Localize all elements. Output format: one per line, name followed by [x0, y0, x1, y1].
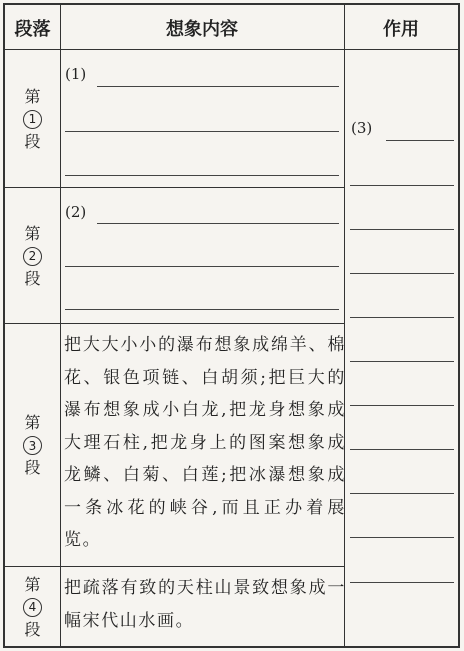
segment-prefix: 第 [24, 223, 41, 243]
row-divider [5, 323, 344, 324]
answer-line[interactable] [65, 131, 339, 132]
worksheet-table [3, 3, 460, 648]
segment-suffix: 段 [24, 619, 41, 639]
column-divider [60, 5, 61, 646]
answer-line[interactable] [65, 266, 339, 267]
circled-number-3: 3 [23, 436, 42, 455]
imagined-content-text-3: 把大大小小的瀑布想象成绵羊、棉花、银色项链、白胡须;把巨大的瀑布想象成小白龙,把龙身想象成大理石柱,把龙身上的图案想象成龙鳞、白菊、白莲;把冰瀑想象成一条冰花的峡谷,而且正办着展览。 [64, 335, 346, 550]
blank-number-1: (1) [65, 65, 87, 83]
segment-label-1 [5, 51, 60, 187]
segment-suffix: 段 [24, 131, 41, 151]
segment-suffix: 段 [24, 458, 41, 477]
blank-number-2: (2) [65, 203, 87, 221]
circled-number-1: 1 [23, 110, 42, 129]
segment-prefix: 第 [24, 86, 41, 106]
answer-line[interactable] [350, 537, 454, 538]
segment-suffix: 段 [24, 268, 41, 288]
answer-line[interactable] [350, 229, 454, 230]
answer-line[interactable] [350, 317, 454, 318]
answer-line[interactable] [350, 185, 454, 186]
imagined-content-text-4: 把疏落有致的天柱山景致想象成一幅宋代山水画。 [64, 578, 346, 631]
answer-line[interactable] [350, 361, 454, 362]
row-divider [5, 566, 344, 567]
segment-prefix: 第 [24, 574, 41, 594]
segment-label-3 [5, 325, 60, 566]
answer-line[interactable] [97, 86, 339, 87]
answer-line[interactable] [350, 493, 454, 494]
segment-prefix: 第 [24, 413, 41, 432]
answer-line[interactable] [350, 273, 454, 274]
header-effect: 作用 [383, 18, 419, 40]
answer-line[interactable] [350, 405, 454, 406]
header-imagined-content: 想象内容 [166, 18, 238, 40]
answer-line[interactable] [65, 309, 339, 310]
segment-label-4 [5, 568, 60, 646]
header-paragraph: 段落 [14, 18, 51, 40]
circled-number-4: 4 [23, 598, 42, 617]
segment-label-2 [5, 189, 60, 323]
answer-line[interactable] [386, 140, 454, 141]
answer-line[interactable] [350, 449, 454, 450]
answer-line[interactable] [97, 223, 339, 224]
answer-line[interactable] [350, 582, 454, 583]
blank-number-3: (3) [351, 119, 373, 137]
circled-number-2: 2 [23, 247, 42, 266]
row-divider [5, 187, 344, 188]
answer-line[interactable] [65, 175, 339, 176]
